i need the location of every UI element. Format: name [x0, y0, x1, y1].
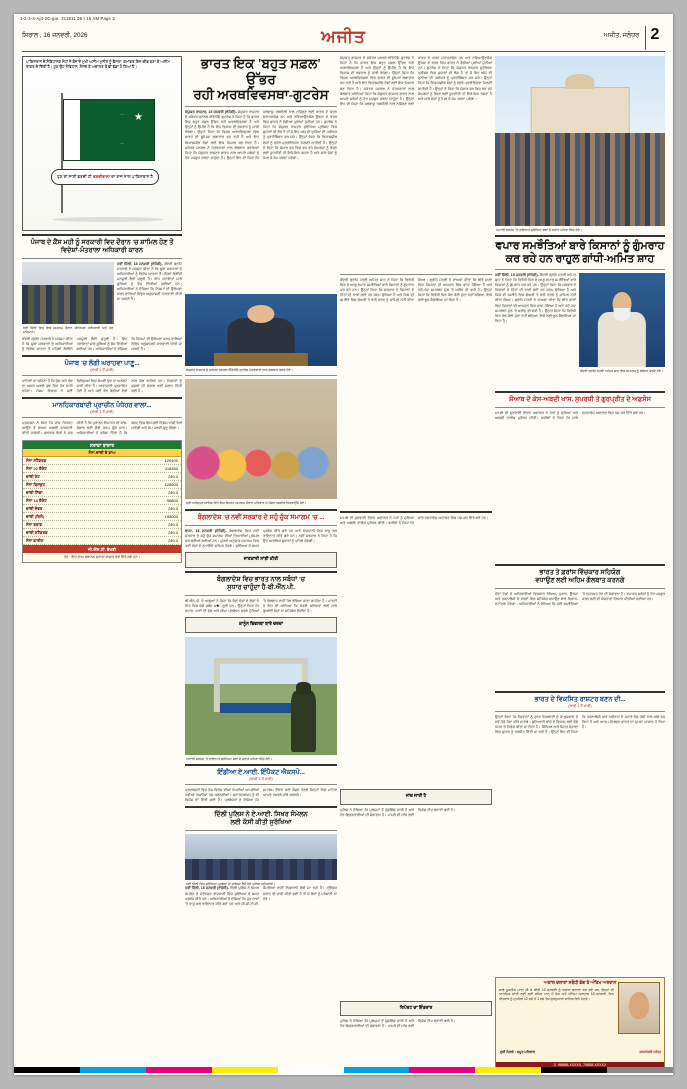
- divider: [22, 234, 182, 236]
- delhi-police-photo-caption: ਨਵੀਂ ਦਿੱਲੀ ਵਿਚ ਸੁਰੱਖਿਆ ਪ੍ਰਬੰਧਾਂ ਦਾ ਜਾਇਜ਼ਾ ਲੈਂਦੇ ਹੋਏ ਪੁਲਿਸ ਅਧਿਕਾਰੀ।: [186, 881, 276, 886]
- wedding-photo-caption: ਸ੍ਰੀ ਅਨੰਦਪੁਰ ਸਾਹਿਬ ਵਿਖੇ ਇਕ ਵਿਆਹ ਸਮਾਗਮ ਦੌਰਾਨ ਪਰਿਵਾਰ ਦੇ ਮੈਂਬਰ ਤਸਵੀਰ ਖਿਚਵਾਉਂਦੇ ਹੋਏ।: [186, 501, 307, 506]
- rate-row: ਚਾਂਦੀ (ਕਿਲੋ) 198000: [23, 513, 181, 521]
- divider: [495, 269, 665, 270]
- divider: [185, 106, 337, 107]
- rate-row: ਚਾਂਦੀ ਸਟੈਂਡਰਡ 249.0: [23, 529, 181, 537]
- divider: [22, 355, 182, 357]
- punjab-story-body-cont: ਕੇਂਦਰੀ ਗ੍ਰਹਿ ਮੰਤਰਾਲੇ ਨੇ ਸਪੱਸ਼ਟ ਕੀਤਾ ਹੈ ਕਿ ਸੂਬਾ ਸਰਕਾਰਾਂ ਦੇ ਅਧਿਕਾਰੀਆਂ ਨੂੰ ਵਿਦੇਸ਼ ਯਾਤਰਾ ਤੋਂ ਪਹਿਲਾਂ ਲੋੜੀਂਦੀ ਮਨਜ਼ੂਰੀ ਲੈਣੀ ਜ਼ਰੂਰੀ ਹੈ। ਇਹ ਹਦਾਇਤਾਂ ਸਾਰੇ ਸੂਬਿਆਂ ਨੂੰ ਭੇਜ ਦਿੱਤੀਆਂ ਗਈਆਂ ਹਨ। ਅਧਿਕਾਰੀਆਂ ਨੇ ਦੱਸਿਆ ਕਿ ਨਿਯਮਾਂ ਦੀ ਉਲੰਘਣਾ ਕਰਨ ਵਾਲਿਆਂ ਵਿਰੁੱਧ ਅਨੁਸ਼ਾਸਨੀ ਕਾਰਵਾਈ ਕੀਤੀ ਜਾ ਸਕਦੀ ਹੈ।: [22, 336, 182, 351]
- kisan-body: ਨਵੀਂ ਦਿੱਲੀ, 15 ਜਨਵਰੀ (ਏਜੰਸੀ)- ਕੇਂਦਰੀ ਗ੍ਰਹਿ ਮੰਤਰੀ ਅਮਿਤ ਸ਼ਾਹ ਨੇ ਕਿਹਾ ਕਿ ਵਿਰੋਧੀ ਧਿਰ ਦੇ ਆਗੂ ਵਪਾਰ ਸਮਝੌਤਿਆਂ ਬਾਰੇ ਕਿਸਾਨਾਂ ਨੂੰ ਗੁੰਮਰਾਹ ਕਰ ਰਹੇ ਹਨ। ਉਨ੍ਹਾਂ ਕਿਹਾ ਕਿ ਸਰਕਾਰ ਨੇ ਕਿਸਾਨਾਂ ਦੇ ਹਿੱਤਾਂ ਦੀ ਰਾਖੀ ਲਈ ਹਰ ਕਦਮ ਚੁੱਕਿਆ ਹੈ ਅਤੇ ਕਿਸੇ ਵੀ ਸਮਝੌਤੇ ਵਿਚ ਡੇਅਰੀ ਤੇ ਖੇਤੀ ਖੇਤਰ ਨੂੰ ਸ਼ਾਮਿਲ ਨਹੀਂ ਕੀਤਾ ਗਿਆ। ਗ੍ਰਹਿ ਮੰਤਰੀ ਨੇ ਦਾਅਵਾ ਕੀਤਾ ਕਿ ਬੀਤੇ ਸਾਲਾਂ ਵਿਚ ਕਿਸਾਨਾਂ ਦੀ ਆਮਦਨ ਵਿਚ ਵਾਧਾ ਹੋਇਆ ਹੈ ਅਤੇ ਘੱਟੋ-ਘੱਟ ਸਮਰਥਨ ਮੁੱਲ 'ਤੇ ਖ਼ਰੀਦ ਵੀ ਵਧੀ ਹੈ। ਉਨ੍ਹਾਂ ਕਿਹਾ ਕਿ ਵਿਰੋਧੀ ਧਿਰ ਕੋਲ ਕੋਈ ਮੁੱਦਾ ਨਹੀਂ ਬਚਿਆ, ਇਸੇ ਲਈ ਝੂਠ ਫੈਲਾਇਆ ਜਾ ਰਿਹਾ ਹੈ।: [495, 272, 576, 323]
- lead-headline-line1: ਭਾਰਤ ਇਕ 'ਬਹੁਤ ਸਫ਼ਲ' ਉੱਭਰ: [200, 56, 322, 87]
- masthead-edition: ਅਜੀਤ, ਜਲੰਧਰ: [603, 32, 639, 39]
- pakistan-flag-icon: ★: [63, 99, 155, 161]
- shoaib-box-1: [340, 789, 492, 805]
- rate-row: ਸੋਨਾ 18 ਕੈਰੇਟ 96800: [23, 497, 181, 505]
- obituary-ad-body: ਸਾਡੇ ਪੂਜਨੀਕ ਮਾਤਾ ਜੀ ਜੋ ਬੀਤੀ 10 ਜਨਵਰੀ ਨੂੰ ਅਕਾਲ ਚਲਾਣਾ ਕਰ ਗਏ ਸਨ, ਉਨ੍ਹਾਂ ਦੀ ਆਤਮਿਕ ਸ਼ਾਂਤੀ ਲਈ ਸ੍ਰੀ ਸਹਿਜ ਪਾਠ ਦੇ ਭੋਗ ਅਤੇ ਅੰਤਿਮ ਅਰਦਾਸ 18 ਜਨਵਰੀ, ਦਿਨ ਐਤਵਾਰ ਨੂੰ ਦੁਪਹਿਰ 12 ਵਜੇ ਤੋਂ 1 ਵਜੇ ਤੱਕ ਗੁਰਦੁਆਰਾ ਸਾਹਿਬ ਵਿਖੇ ਹੋਣਗੇ।: [499, 987, 614, 1002]
- divider: [22, 258, 182, 259]
- shoaib-body: ਮਾਮਲੇ ਦੀ ਸੁਣਵਾਈ ਦੌਰਾਨ ਅਦਾਲਤ ਨੇ ਪੱਖਾਂ ਨੂੰ ਸੁਣਿਆ ਅਤੇ ਅਗਲੀ ਤਾਰੀਖ਼ ਮੁਕੱਰਰ ਕੀਤੀ। ਵਕੀਲਾਂ ਨੇ ਕਿਹਾ ਕਿ ਸਾਰੇ ਦਸਤਾਵੇਜ਼ ਅਦਾਲਤ ਵਿਚ ਪੇਸ਼ ਕਰ ਦਿੱਤੇ ਗਏ ਹਨ।: [340, 516, 489, 526]
- delhi-police-headline-1: ਦਿੱਲੀ ਪੁਲਿਸ ਨੇ ਏ.ਆਈ. ਸਿਖਰ ਸੰਮੇਲਨ: [214, 811, 308, 819]
- editorial-cartoon: [22, 56, 182, 231]
- divider: [495, 711, 665, 712]
- rate-box-footer: ਜੀ.ਐੱਸ.ਟੀ. ਵੱਖਰੀ: [23, 545, 181, 553]
- ai-expo-headline: ਇੰਡੀਆ ਏ.ਆਈ. ਇੰਪੈਕਟ ਐਕਸਪੋ...: [217, 768, 305, 776]
- info-box-2: [185, 617, 337, 633]
- column-4: [495, 56, 665, 1069]
- france-body: ਦੋਵਾਂ ਦੇਸ਼ਾਂ ਦੇ ਅਧਿਕਾਰੀਆਂ ਵਿਚਕਾਰ ਰੱਖਿਆ, ਪੁਲਾੜ, ਊਰਜਾ ਅਤੇ ਤਕਨਾਲੋਜੀ ਦੇ ਖੇਤਰਾਂ ਵਿਚ ਸਹਿਯੋਗ ਵਧਾਉਣ ਬਾਰੇ ਵਿਚਾਰ-ਵਟਾਂਦਰਾ ਹੋਵੇਗਾ। ਅਧਿਕਾਰੀਆਂ ਨੇ ਦੱਸਿਆ ਕਿ ਕਈ ਸਮਝੌਤਿਆਂ 'ਤੇ ਦਸਤਖ਼ਤ ਹੋਣ ਦੀ ਸੰਭਾਵਨਾ ਹੈ। ਵਪਾਰਕ ਸਬੰਧਾਂ ਨੂੰ ਹੋਰ ਮਜ਼ਬੂਤ ਕਰਨ ਲਈ ਵੀ ਯੋਜਨਾਵਾਂ ਤਿਆਰ ਕੀਤੀਆਂ ਗਈਆਂ ਹਨ।: [495, 591, 665, 606]
- divider: [22, 417, 182, 418]
- heritage-jump-body: ਪ੍ਰਸ਼ਾਸਨ ਨੇ ਕਿਹਾ ਕਿ ਜਾਂਚ ਰਿਪੋਰਟ ਆਉਣ ਤੋਂ ਬਾਅਦ ਅਗਲੀ ਕਾਰਵਾਈ ਕੀਤੀ ਜਾਵੇਗੀ। ਸਥਾਨਕ ਲੋਕਾਂ ਨੇ ਮੰਗ ਕੀਤੀ ਹੈ ਕਿ ਪੁਰਾਤਨ ਇਮਾਰਤ ਦੀ ਸਾਂਭ-ਸੰਭਾਲ ਲਈ ਫ਼ੌਰੀ ਕਦਮ ਚੁੱਕੇ ਜਾਣ। ਅਧਿਕਾਰੀਆਂ ਨੇ ਭਰੋਸਾ ਦਿੱਤਾ ਹੈ ਕਿ ਬਜਟ ਵਿਚ ਇਸ ਲਈ ਵਿਸ਼ੇਸ਼ ਰਾਸ਼ੀ ਰੱਖੀ ਜਾਵੇਗੀ ਅਤੇ ਕੰਮ ਜਲਦੀ ਸ਼ੁਰੂ ਹੋਵੇਗਾ।: [22, 421, 182, 436]
- kisan-headline-2: ਕਰ ਰਹੇ ਹਨ ਰਾਹੁਲ ਗਾਂਧੀ-ਅਮਿਤ ਸ਼ਾਹ: [505, 253, 655, 266]
- rate-box-title: ਸਰਾਫ਼ਾ ਬਾਜ਼ਾਰ: [23, 441, 181, 449]
- shoaib-box-1-label: ਜਾਂਚ ਜਾਰੀ ਹੈ: [405, 793, 427, 798]
- vikas-headline: ਭਾਰਤ ਦੇ ਵਿਕਸਿਤ ਰਾਸ਼ਟਰ ਬਣਨ ਦੀ...: [534, 695, 626, 703]
- temple-crowd-photo: [495, 56, 665, 226]
- rate-row: ਸੋਨਾ ਫ਼ਾਈਨ 249.0: [23, 537, 181, 545]
- bnp-body: ਬੀ.ਐੱਨ.ਪੀ. ਦੇ ਆਗੂਆਂ ਨੇ ਕਿਹਾ ਕਿ ਦੋਵਾਂ ਦੇਸ਼ਾਂ ਦੇ ਲੋਕਾਂ ਦੇ ਹਿੱਤ ਵਿਚ ਚੰਗੇ ਸਬੰਧ ਜ�਼ਰੂਰੀ ਹਨ। ਉਨ੍ਹਾਂ ਕਿਹਾ ਕਿ ਵਪਾਰ, ਪਾਣੀ ਦੀ ਵੰਡ ਅਤੇ ਸੀਮਾ ਪ੍ਰਬੰਧਨ ਵਰਗੇ ਮੁੱਦਿਆਂ 'ਤੇ ਗੱਲਬਾਤ ਰਾਹੀਂ ਹੱਲ ਲੱਭਿਆ ਜਾਣਾ ਚਾਹੀਦਾ ਹੈ। ਪਾਰਟੀ ਨੇ ਇਹ ਵੀ ਆਖਿਆ ਕਿ ਖੇਤਰੀ ਸਥਿਰਤਾ ਲਈ ਸਾਰੇ ਗੁਆਂਢੀ ਦੇਸ਼ਾਂ ਦਾ ਸਹਿਯੋਗ ਲੋੜੀਂਦਾ ਹੈ।: [185, 598, 337, 613]
- punjab-story-headline: ਪੰਜਾਬ ਦੇ ਕੈਂਸ ਮਹੀ ਨੂੰ ਸਰਕਾਰੀ ਵਿਦ ਦੌਰਾਨ 'ਚ ਸ਼ਾਮਿਲ ਹੋਣ ਤੋਂ ਵਿਦੇਸ਼ਾਂ-ਮੰਤਰਾਲਾ ਅਧਿਕਾਰੀ ਕਾਰਨ: [30, 239, 174, 254]
- kisan-body-left: ਕੇਂਦਰੀ ਗ੍ਰਹਿ ਮੰਤਰੀ ਅਮਿਤ ਸ਼ਾਹ ਨੇ ਕਿਹਾ ਕਿ ਵਿਰੋਧੀ ਧਿਰ ਦੇ ਆਗੂ ਵਪਾਰ ਸਮਝੌਤਿਆਂ ਬਾਰੇ ਕਿਸਾਨਾਂ ਨੂੰ ਗੁੰਮਰਾਹ ਕਰ ਰਹੇ ਹਨ। ਉਨ੍ਹਾਂ ਕਿਹਾ ਕਿ ਸਰਕਾਰ ਨੇ ਕਿਸਾਨਾਂ ਦੇ ਹਿੱਤਾਂ ਦੀ ਰਾਖੀ ਲਈ ਹਰ ਕਦਮ ਚੁੱਕਿਆ ਹੈ ਅਤੇ ਕਿਸੇ ਵੀ ਸਮਝੌਤੇ ਵਿਚ ਡੇਅਰੀ ਤੇ ਖੇਤੀ ਖੇਤਰ ਨੂੰ ਸ਼ਾਮਿਲ ਨਹੀਂ ਕੀਤਾ ਗਿਆ। ਗ੍ਰਹਿ ਮੰਤਰੀ ਨੇ ਦਾਅਵਾ ਕੀਤਾ ਕਿ ਬੀਤੇ ਸਾਲਾਂ ਵਿਚ ਕਿਸਾਨਾਂ ਦੀ ਆਮਦਨ ਵਿਚ ਵਾਧਾ ਹੋਇਆ ਹੈ ਅਤੇ ਘੱਟੋ-ਘੱਟ ਸਮਰਥਨ ਮੁੱਲ 'ਤੇ ਖ਼ਰੀਦ ਵੀ ਵਧੀ ਹੈ। ਉਨ੍ਹਾਂ ਕਿਹਾ ਕਿ ਵਿਰੋਧੀ ਧਿਰ ਕੋਲ ਕੋਈ ਮੁੱਦਾ ਨਹੀਂ ਬਚਿਆ, ਇਸੇ ਲਈ ਝੂਠ ਫੈਲਾਇਆ ਜਾ ਰਿਹਾ ਹੈ।: [340, 278, 492, 303]
- bangladesh-headline: ਬੰਗਲਾਦੇਸ਼ 'ਚ ਨਵੀਂ ਸਰਕਾਰ ਦੇ ਸਹੁੰ ਚੁੱਕ ਸਮਾਗਮ 'ਚ ...: [197, 513, 325, 521]
- page-number: 2: [650, 26, 660, 43]
- rate-rows: [23, 457, 181, 545]
- bubble-text-1: ਹੁਣ ਤਾਂ ਸਾਰੀ ਵਰਦੀ ਹੀ: [57, 174, 92, 179]
- obituary-family: ਦੁਖੀ ਹਿਰਦੇ : ਸਮੂਹ ਪਰਿਵਾਰ: [500, 1049, 535, 1054]
- rate-row: ਸੋਨਾ ਬਿਸਕੁਟ 128900: [23, 481, 181, 489]
- punjab-jump-body: ਮਾਹਿਰਾਂ ਦਾ ਕਹਿਣਾ ਹੈ ਕਿ ਧੁੰਦ ਅਤੇ ਠੰਢ ਦਾ ਅਸਰ ਅਗਲੇ ਕੁਝ ਦਿਨ ਹੋਰ ਜਾਰੀ ਰਹੇਗਾ। ਮੌਸਮ ਵਿਭਾਗ ਨੇ ਕਈ ਜ਼ਿਲ੍ਹਿਆਂ ਵਿਚ ਸੰਘਣੀ ਧੁੰਦ ਦਾ ਅਲਰਟ ਜਾਰੀ ਕੀਤਾ ਹੈ। ਆਵਾਜਾਈ ਪ੍ਰਭਾਵਿਤ ਹੋਈ ਹੈ ਅਤੇ ਕਈ ਰੇਲ ਗੱਡੀਆਂ ਦੇਰੀ ਨਾਲ ਚੱਲ ਰਹੀਆਂ ਹਨ। ਕਿਸਾਨਾਂ ਨੂੰ ਫ਼ਸਲਾਂ ਦੀ ਸੰਭਾਲ ਲਈ ਸਲਾਹ ਦਿੱਤੀ ਗਈ ਹੈ।: [22, 378, 182, 394]
- obituary-ribbon: ਸ਼ਰਧਾਂਜਲੀ ਸਹਿਤ: [639, 1049, 661, 1054]
- divider: [340, 274, 492, 275]
- divider: [185, 784, 337, 785]
- ai-expo-body: ਪ੍ਰਦਰਸ਼ਨੀ ਵਿਚ ਦੇਸ਼-ਵਿਦੇਸ਼ ਦੀਆਂ ਕੰਪਨੀਆਂ ਆਪਣੀਆਂ ਨਵੀਆਂ ਤਕਨੀਕਾਂ ਪੇਸ਼ ਕਰਨਗੀਆਂ। ਸਟਾਰਟਅੱਪਸ ਨੂੰ ਵੀ ਵਿਸ਼ੇਸ਼ ਥਾਂ ਦਿੱਤੀ ਗਈ ਹੈ। ਪ੍ਰਬੰਧਕਾਂ ਨੇ ਦੱਸਿਆ ਕਿ ਸਮਾਗਮ ਦੌਰਾਨ ਕਈ ਸੈਸ਼ਨ ਹੋਣਗੇ ਜਿਨ੍ਹਾਂ ਵਿਚ ਮਾਹਿਰ ਆਪਣੇ ਤਜਰਬੇ ਸਾਂਝੇ ਕਰਨਗੇ।: [185, 787, 337, 803]
- delhi-police-photo: [185, 834, 337, 880]
- divider: [495, 235, 665, 237]
- column-2: [185, 56, 337, 907]
- heritage-jump-headline: ਮਾਨਹਿਕਾਰਬਾਦੀ ਪ੍ਰਾਚੀਨ ਪੰਧੇਹਰ ਵਾਲਾ...: [52, 402, 152, 410]
- delhi-police-headline-2: ਲਈ ਕੱਸੀ ਕੀਤੀ ਸੁਰੱਖਿਆ: [230, 819, 292, 827]
- info-box-1: [185, 552, 337, 568]
- divider: [495, 391, 665, 393]
- bangladesh-body: ਢਾਕਾ, 15 ਜਨਵਰੀ (ਏਜੰਸੀ)- ਬੰਗਲਾਦੇਸ਼ ਵਿਚ ਨਵੀਂ ਸਰਕਾਰ ਦੇ ਸਹੁੰ ਚੁੱਕ ਸਮਾਗਮ ਦੀਆਂ ਤਿਆਰੀਆਂ ਮੁਕੰਮਲ ਕਰ ਲਈਆਂ ਗਈਆਂ ਹਨ। ਸੂਤਰਾਂ ਅਨੁਸਾਰ ਸਮਾਗਮ ਵਿਚ ਕਈ ਦੇਸ਼ਾਂ ਦੇ ਨੁਮਾਇੰਦੇ ਸ਼ਾਮਿਲ ਹੋਣਗੇ। ਸੁਰੱਖਿਆ ਦੇ ਸਖ਼ਤ ਪ੍ਰਬੰਧ ਕੀਤੇ ਗਏ ਹਨ ਅਤੇ ਰਾਜਧਾਨੀ ਵਿਚ ਵਾਧੂ ਬਲ ਤਾਇਨਾਤ ਕੀਤੇ ਗਏ ਹਨ। ਨਵੀਂ ਸਰਕਾਰ ਨੇ ਕਿਹਾ ਹੈ ਕਿ ਉਹ ਆਰਥਿਕ ਸੁਧਾਰਾਂ ਨੂੰ ਪਹਿਲ ਦੇਵੇਗੀ।: [185, 528, 337, 549]
- column-1: [22, 56, 182, 563]
- lead-story-body: ਸੰਯੁਕਤ ਰਾਸ਼ਟਰ, 15 ਜਨਵਰੀ (ਏਜੰਸੀ)- ਸੰਯੁਕਤ ਰਾਸ਼ਟਰ ਦੇ ਸਕੱਤਰ ਜਨਰਲ ਐਂਤੋਨੀਓ ਗੁਟਰੇਸ ਨੇ ਕਿਹਾ ਹੈ ਕਿ ਭਾਰਤ ਇਕ ਬਹੁਤ ਸਫ਼ਲ ਉੱਭਰ ਰਹੀ ਅਰਥਵਿਵਸਥਾ ਹੈ ਅਤੇ ਉਨ੍ਹਾਂ ਨੂੰ ਉਮੀਦ ਹੈ ਕਿ ਇਹ ਵਿਕਾਸ ਦੀ ਰਫ਼ਤਾਰ ਨੂੰ ਜਾਰੀ ਰੱਖੇਗਾ। ਉਨ੍ਹਾਂ ਕਿਹਾ ਕਿ ਵਿਸ਼ਵ ਅਰਥਵਿਵਸਥਾ ਵਿਚ ਭਾਰਤ ਦੀ ਭੂਮਿਕਾ ਲਗਾਤਾਰ ਵਧ ਰਹੀ ਹੈ ਅਤੇ ਇਹ ਵਿਕਾਸਸ਼ੀਲ ਦੇਸ਼ਾਂ ਲਈ ਇਕ ਮਿਸਾਲ ਬਣ ਰਿਹਾ ਹੈ। ਸਕੱਤਰ ਜਨਰਲ ਨੇ ਪੱਤਰਕਾਰਾਂ ਨਾਲ ਗੱਲਬਾਤ ਕਰਦਿਆਂ ਕਿਹਾ ਕਿ ਸੰਯੁਕਤ ਰਾਸ਼ਟਰ ਭਾਰਤ ਨਾਲ ਆਪਣੇ ਸਬੰਧਾਂ ਨੂੰ ਹੋਰ ਮਜ਼ਬੂਤ ਕਰਨਾ ਚਾਹੁੰਦਾ ਹੈ। ਉਨ੍ਹਾਂ ਇਹ ਵੀ ਕਿਹਾ ਕਿ ਜਲਵਾਯੂ ਤਬਦੀਲੀ ਨਾਲ ਨਜਿੱਠਣ ਲਈ ਭਾਰਤ ਦੇ ਯਤਨ ਸਰਾਹਣਯੋਗ ਹਨ ਅਤੇ ਨਵਿਆਉਣਯੋਗ ਊਰਜਾ ਦੇ ਖੇਤਰ ਵਿਚ ਭਾਰਤ ਨੇ ਵੱਡੀਆਂ ਪੁਲਾਂਘਾਂ ਪੁੱਟੀਆਂ ਹਨ। ਗੁਟਰੇਸ ਨੇ ਕਿਹਾ ਕਿ ਸੰਯੁਕਤ ਰਾਸ਼ਟਰ ਸੁਰੱਖਿਆ ਪ੍ਰੀਸ਼ਦ ਵਿਚ ਸੁਧਾਰਾਂ ਦੀ ਲੋੜ ਹੈ ਤਾਂ ਜੋ ਇਹ ਅੱਜ ਦੀ ਦੁਨੀਆ ਦੀ ਹਕੀਕਤ ਨੂੰ ਪ੍ਰਤੀਬਿੰਬਤ ਕਰ ਸਕੇ। ਉਨ੍ਹਾਂ ਕਿਹਾ ਕਿ ਵਿਕਾਸਸ਼ੀਲ ਦੇਸ਼ਾਂ ਨੂੰ ਵਧੇਰੇ ਪ੍ਰਤੀਨਿਧਤਾ ਮਿਲਣੀ ਚਾਹੀਦੀ ਹੈ। ਉਨ੍ਹਾਂ ਨੇ ਕਿਹਾ ਕਿ ਸੰਸਾਰ ਭਰ ਵਿਚ ਵਧ ਰਹੇ ਸੰਘਰਸ਼ਾਂ ਨੂੰ ਰੋਕਣ ਲਈ ਕੂਟਨੀਤੀ ਹੀ ਇਕੋ-ਇਕ ਰਸਤਾ ਹੈ ਅਤੇ ਸਾਰੇ ਦੇਸ਼ਾਂ ਨੂੰ ਮਿਲ ਕੇ ਕੰਮ ਕਰਨਾ ਪਵੇਗਾ।: [185, 109, 337, 160]
- bubble-text-2: ਦਾ ਰਾਜ ਨਾਲ ਪਾਕਿਸਤਾਨ ਹੈ: [111, 174, 153, 179]
- border-gate-photo: [185, 637, 337, 755]
- masthead: [22, 26, 665, 52]
- rate-box-subtitle: ਸੋਨਾ-ਚਾਂਦੀ ਦੇ ਭਾਅ: [23, 449, 181, 457]
- divider: [185, 509, 337, 511]
- info-box-1-label: ਜਾਣਕਾਰੀ ਸਾਂਝੀ ਕੀਤੀ: [243, 556, 279, 562]
- cartoon-shadow: [53, 217, 163, 222]
- guterres-photo: [185, 294, 337, 366]
- amit-shah-photo-caption: ਕੇਂਦਰੀ ਗ੍ਰਹਿ ਮੰਤਰੀ ਅਮਿਤ ਸ਼ਾਹ ਇਕ ਸਮਾਗਮ ਨੂੰ ਸੰਬੋਧਨ ਕਰਦੇ ਹੋਏ।: [580, 368, 664, 373]
- kisan-headline-1: ਵਪਾਰ ਸਮਝੌਤਿਆਂ ਬਾਰੇ ਕਿਸਾਨਾਂ ਨੂੰ ਗੁੰਮਰਾਹ: [495, 240, 665, 253]
- divider: [185, 595, 337, 596]
- shoaib-body-col4: ਮਾਮਲੇ ਦੀ ਸੁਣਵਾਈ ਦੌਰਾਨ ਅਦਾਲਤ ਨੇ ਪੱਖਾਂ ਨੂੰ ਸੁਣਿਆ ਅਤੇ ਅਗਲੀ ਤਾਰੀਖ਼ ਮੁਕੱਰਰ ਕੀਤੀ। ਵਕੀਲਾਂ ਨੇ ਕਿਹਾ ਕਿ ਸਾਰੇ ਦਸਤਾਵੇਜ਼ ਅਦਾਲਤ ਵਿਚ ਪੇਸ਼ ਕਰ ਦਿੱਤੇ ਗਏ ਹਨ।: [495, 410, 646, 420]
- info-box-2-label: ਕਾਨੂੰਨ ਵਿਵਸਥਾ ਬਾਰੇ ਚਰਚਾ: [239, 620, 283, 626]
- rate-row: ਸੋਨਾ ਸਟੈਂਡਰਡ 129100: [23, 457, 181, 465]
- rate-row: ਸੋਨਾ 22 ਕੈਰੇਟ 118350: [23, 465, 181, 473]
- newspaper-page: [14, 14, 673, 1075]
- divider: [495, 564, 665, 566]
- shoaib-headline: ਸ਼ੋਆਬ ਦੇ ਕੇਸ-ਅਬਦੀ ਖਾਸ, ਸੁਪਰਧੀ ਤੇ ਗੁਰਪ੍ਰੀਤ ਦੇ ਅਫ਼ਸੋਸ: [508, 395, 651, 403]
- rate-row: ਚਾਂਦੀ ਸਿੱਕਾ 249.0: [23, 489, 181, 497]
- punjab-jump-headline: ਪੰਜਾਬ 'ਚ ਲੱਗੀ ਘਰਾਹਵਾ ਪਾਣੂ...: [64, 359, 140, 367]
- page-content: [22, 26, 665, 1067]
- gold-silver-rate-box: [22, 440, 182, 563]
- punjab-jump-continued: (ਬਾਕੀ 1 ਤੋਂ ਜਾਰੀ): [90, 367, 114, 372]
- france-headline-1: ਭਾਰਤ ਤੇ ਫ਼ਰਾਂਸ ਵਿੱਚਕਾਰ ਸਹਿਯੋਗ: [539, 568, 621, 576]
- amit-shah-photo: [579, 273, 665, 367]
- delhi-event-photo: [22, 262, 114, 324]
- vikas-body: ਉਨ੍ਹਾਂ ਕਿਹਾ ਕਿ ਨੌਜਵਾਨਾਂ ਨੂੰ ਹੁਨਰ ਸਿਖਲਾਈ ਦੇ ਕੇ ਰੁਜ਼ਗਾਰ ਦੇ ਨਵੇਂ ਮੌਕੇ ਪੈਦਾ ਕੀਤੇ ਜਾਣਗੇ। ਬੁਨਿਆਦੀ ਢਾਂਚੇ ਦੇ ਵਿਕਾਸ ਲਈ ਵੱਡੇ ਪੱਧਰ 'ਤੇ ਨਿਵੇਸ਼ ਕੀਤਾ ਜਾ ਰਿਹਾ ਹੈ। ਸਿੱਖਿਆ ਅਤੇ ਸਿਹਤ ਸੇਵਾਵਾਂ ਵਿਚ ਸੁਧਾਰ ਨੂੰ ਤਰਜੀਹ ਦਿੱਤੀ ਜਾ ਰਹੀ ਹੈ। ਉਨ੍ਹਾਂ ਇਹ ਵੀ ਕਿਹਾ ਕਿ ਤਕਨਾਲੋਜੀ ਅਤੇ ਨਵੀਨਤਾ ਦੇ ਸਹਾਰੇ ਦੇਸ਼ ਤੇਜ਼ੀ ਨਾਲ ਅੱਗੇ ਵਧ ਰਿਹਾ ਹੈ ਅਤੇ ਆਤਮ-ਨਿਰਭਰ ਭਾਰਤ ਦਾ ਸੁਪਨਾ ਸਾਕਾਰ ਹੋ ਰਿਹਾ ਹੈ।: [495, 714, 665, 734]
- divider: [185, 525, 337, 526]
- divider: [185, 830, 337, 831]
- newspaper-logo: ਅਜੀਤ: [321, 27, 366, 46]
- divider: [22, 397, 182, 399]
- heritage-jump-continued: (ਬਾਕੀ 1 ਤੋਂ ਜਾਰੀ): [90, 410, 114, 415]
- shoaib-box-2: [340, 1001, 492, 1017]
- wedding-photo: [185, 379, 337, 499]
- print-metadata-bar: 1-2-3-4-Ajit-2C-gur. 311611 05 t 15 AM Page 2: [14, 14, 673, 23]
- delhi-police-body: ਨਵੀਂ ਦਿੱਲੀ, 15 ਜਨਵਰੀ (ਏਜੰਸੀ)- ਦਿੱਲੀ ਪੁਲਿਸ ਨੇ ਸਿਖਰ ਸੰਮੇਲਨ ਦੇ ਮੱਦੇਨਜ਼ਰ ਰਾਜਧਾਨੀ ਵਿਚ ਸੁਰੱਖਿਆ ਦੇ ਸਖ਼ਤ ਪ੍ਰਬੰਧ ਕੀਤੇ ਹਨ। ਅਧਿਕਾਰੀਆਂ ਨੇ ਦੱਸਿਆ ਕਿ ਮੁੱਖ ਥਾਵਾਂ 'ਤੇ ਵਾਧੂ ਬਲ ਤਾਇਨਾਤ ਕੀਤੇ ਗਏ ਹਨ ਅਤੇ ਸੀ.ਸੀ.ਟੀ.ਵੀ. ਕੈਮਰਿਆਂ ਰਾਹੀਂ ਨਿਗਰਾਨੀ ਰੱਖੀ ਜਾ ਰਹੀ ਹੈ। ਟ੍ਰੈਫ਼ਿਕ ਸਲਾਹ ਵੀ ਜਾਰੀ ਕੀਤੀ ਗਈ ਹੈ ਤਾਂ ਜੋ ਲੋਕਾਂ ਨੂੰ ਪਰੇਸ਼ਾਨੀ ਨਾ ਹੋਵੇ।: [185, 886, 337, 906]
- column-3: [340, 56, 492, 1075]
- masthead-date: ਸਿਰਾਲ , 16 ਜਨਵਰੀ, 2026: [22, 32, 88, 39]
- rate-row: ਸੋਨਾ ਬਰਾਂਡ 249.0: [23, 521, 181, 529]
- cartoon-caption: ਪਾਕਿਸਤਾਨ ਦੇ ਸੰਭਿਧਾਨਕ ਸੋਧਾਂ ਨੇ ਫ਼ੌਜ ਦੇ ਮੁਖੀ ਅਸੀਮ ਮੁਨੀਰ ਨੂੰ ਫ਼ੈਸਲਾ, ਕਮਾਂਡਰ-ਇਨ-ਚੀਫ਼ ਬਣਾ ਕੇ ਅਸੀਮ ਤਾਕਤ ਦੇ ਦਿੱਤੀ ਹੈ। ਹੁਣ ਉਹ ਸੰਵਿਧਾਨ, ਸੰਸਦ ਤੇ ਅਦਾਲਤ ਤੋਂ ਵੀ ਵੱਡਾ ਹੋ ਗਿਆ ਹੈ।: [26, 60, 170, 70]
- divider: [495, 588, 665, 589]
- vikas-continued: (ਬਾਕੀ 1 ਤੋਂ ਜਾਰੀ): [568, 703, 592, 708]
- bnp-headline-line2: ਸੁਧਾਰ ਚਾਹੁੰਦਾ ਹੈ-ਬੀ.ਐੱਨ.ਪੀ.: [227, 583, 295, 591]
- obituary-ad: [495, 977, 665, 1069]
- border-gate-photo-caption: ਅਟਾਰੀ ਸਰਹੱਦ 'ਤੇ ਤਾਇਨਾਤ ਸੁਰੱਖਿਆ ਬਲਾਂ ਦੇ ਜਵਾਨ ਪਹਿਰਾ ਦਿੰਦੇ ਹੋਏ।: [186, 756, 272, 761]
- divider: [495, 691, 665, 693]
- shoaib-box-2-label: ਰਿਪੋਰਟ ਦਾ ਇੰਤਜ਼ਾਰ: [399, 1004, 433, 1010]
- guj-body: ਪੁਲਿਸ ਨੇ ਦੱਸਿਆ ਕਿ ਮੁਲਜ਼ਮਾਂ ਤੋਂ ਪੁੱਛਗਿੱਛ ਜਾਰੀ ਹੈ ਅਤੇ ਹੋਰ ਗ੍ਰਿਫ਼ਤਾਰੀਆਂ ਦੀ ਸੰਭਾਵਨਾ ਹੈ। ਮਾਮਲੇ ਦੀ ਜਾਂਚ ਲਈ ਵਿਸ਼ੇਸ਼ ਟੀਮ ਬਣਾਈ ਗਈ ਹੈ।: [340, 807, 456, 817]
- divider: [495, 407, 665, 408]
- print-registration-colorbar: [14, 1067, 673, 1073]
- delhi-event-photo-caption: ਨਵੀਂ ਦਿੱਲੀ ਵਿਚ ਇਕ ਸਮਾਗਮ ਦੌਰਾਨ ਸੀਨੀਅਰ ਅਧਿਕਾਰੀ ਅਤੇ ਹੋਰ ਮਹਿਮਾਨ।: [23, 325, 113, 335]
- rate-row: ਚਾਂਦੀ ਜ਼ੇਵਰ 249.0: [23, 505, 181, 513]
- divider: [340, 511, 492, 513]
- temple-crowd-photo-caption: ਅਟਾਰੀ ਸਰਹੱਦ 'ਤੇ ਤਾਇਨਾਤ ਸੁਰੱਖਿਆ ਬਲਾਂ ਦੇ ਜਵਾਨ ਪਹਿਰਾ ਦਿੰਦੇ ਹੋਏ।: [496, 228, 582, 232]
- ai-expo-continued: (ਬਾਕੀ 1 ਤੋਂ ਜਾਰੀ): [249, 776, 273, 781]
- deceased-portrait: [618, 982, 660, 1034]
- guj-body-cont: ਪੁਲਿਸ ਨੇ ਦੱਸਿਆ ਕਿ ਮੁਲਜ਼ਮਾਂ ਤੋਂ ਪੁੱਛਗਿੱਛ ਜਾਰੀ ਹੈ ਅਤੇ ਹੋਰ ਗ੍ਰਿਫ਼ਤਾਰੀਆਂ ਦੀ ਸੰਭਾਵਨਾ ਹੈ। ਮਾਮਲੇ ਦੀ ਜਾਂਚ ਲਈ ਵਿਸ਼ੇਸ਼ ਟੀਮ ਬਣਾਈ ਗਈ ਹੈ।: [340, 1019, 456, 1029]
- bnp-headline-line1: ਬੰਗਲਾਦੇਸ਼ ਵਿਚ ਭਾਰਤ ਨਾਲ ਸਬੰਧਾਂ 'ਚ: [216, 575, 306, 583]
- obituary-ad-headline: ਅਕਾਲ ਚਲਾਣਾ ਸਬੰਧੀ ਭੋਗ ਤੇ ਅੰਤਿਮ ਅਰਦਾਸ: [543, 979, 617, 985]
- lead-headline-line2: ਰਹੀ ਅਰਥਵਿਵਸਥਾ-ਗੁਟਰੇਸ: [193, 87, 329, 103]
- lead-story-body-cont: ਸੰਯੁਕਤ ਰਾਸ਼ਟਰ ਦੇ ਸਕੱਤਰ ਜਨਰਲ ਐਂਤੋਨੀਓ ਗੁਟਰੇਸ ਨੇ ਕਿਹਾ ਹੈ ਕਿ ਭਾਰਤ ਇਕ ਬਹੁਤ ਸਫ਼ਲ ਉੱਭਰ ਰਹੀ ਅਰਥਵਿਵਸਥਾ ਹੈ ਅਤੇ ਉਨ੍ਹਾਂ ਨੂੰ ਉਮੀਦ ਹੈ ਕਿ ਇਹ ਵਿਕਾਸ ਦੀ ਰਫ਼ਤਾਰ ਨੂੰ ਜਾਰੀ ਰੱਖੇਗਾ। ਉਨ੍ਹਾਂ ਕਿਹਾ ਕਿ ਵਿਸ਼ਵ ਅਰਥਵਿਵਸਥਾ ਵਿਚ ਭਾਰਤ ਦੀ ਭੂਮਿਕਾ ਲਗਾਤਾਰ ਵਧ ਰਹੀ ਹੈ ਅਤੇ ਇਹ ਵਿਕਾਸਸ਼ੀਲ ਦੇਸ਼ਾਂ ਲਈ ਇਕ ਮਿਸਾਲ ਬਣ ਰਿਹਾ ਹੈ। ਸਕੱਤਰ ਜਨਰਲ ਨੇ ਪੱਤਰਕਾਰਾਂ ਨਾਲ ਗੱਲਬਾਤ ਕਰਦਿਆਂ ਕਿਹਾ ਕਿ ਸੰਯੁਕਤ ਰਾਸ਼ਟਰ ਭਾਰਤ ਨਾਲ ਆਪਣੇ ਸਬੰਧਾਂ ਨੂੰ ਹੋਰ ਮਜ਼ਬੂਤ ਕਰਨਾ ਚਾਹੁੰਦਾ ਹੈ। ਉਨ੍ਹਾਂ ਇਹ ਵੀ ਕਿਹਾ ਕਿ ਜਲਵਾਯੂ ਤਬਦੀਲੀ ਨਾਲ ਨਜਿੱਠਣ ਲਈ ਭਾਰਤ ਦੇ ਯਤਨ ਸਰਾਹਣਯੋਗ ਹਨ ਅਤੇ ਨਵਿਆਉਣਯੋਗ ਊਰਜਾ ਦੇ ਖੇਤਰ ਵਿਚ ਭਾਰਤ ਨੇ ਵੱਡੀਆਂ ਪੁਲਾਂਘਾਂ ਪੁੱਟੀਆਂ ਹਨ। ਗੁਟਰੇਸ ਨੇ ਕਿਹਾ ਕਿ ਸੰਯੁਕਤ ਰਾਸ਼ਟਰ ਸੁਰੱਖਿਆ ਪ੍ਰੀਸ਼ਦ ਵਿਚ ਸੁਧਾਰਾਂ ਦੀ ਲੋੜ ਹੈ ਤਾਂ ਜੋ ਇਹ ਅੱਜ ਦੀ ਦੁਨੀਆ ਦੀ ਹਕੀਕਤ ਨੂੰ ਪ੍ਰਤੀਬਿੰਬਤ ਕਰ ਸਕੇ। ਉਨ੍ਹਾਂ ਕਿਹਾ ਕਿ ਵਿਕਾਸਸ਼ੀਲ ਦੇਸ਼ਾਂ ਨੂੰ ਵਧੇਰੇ ਪ੍ਰਤੀਨਿਧਤਾ ਮਿਲਣੀ ਚਾਹੀਦੀ ਹੈ। ਉਨ੍ਹਾਂ ਨੇ ਕਿਹਾ ਕਿ ਸੰਸਾਰ ਭਰ ਵਿਚ ਵਧ ਰਹੇ ਸੰਘਰਸ਼ਾਂ ਨੂੰ ਰੋਕਣ ਲਈ ਕੂਟਨੀਤੀ ਹੀ ਇਕੋ-ਇਕ ਰਸਤਾ ਹੈ ਅਤੇ ਸਾਰੇ ਦੇਸ਼ਾਂ ਨੂੰ ਮਿਲ ਕੇ ਕੰਮ ਕਰਨਾ ਪਵੇਗਾ।: [340, 56, 492, 106]
- divider: [185, 764, 337, 766]
- divider: [185, 806, 337, 808]
- punjab-story-body: ਨਵੀਂ ਦਿੱਲੀ, 15 ਜਨਵਰੀ (ਏਜੰਸੀ)- ਕੇਂਦਰੀ ਗ੍ਰਹਿ ਮੰਤਰਾਲੇ ਨੇ ਸਪੱਸ਼ਟ ਕੀਤਾ ਹੈ ਕਿ ਸੂਬਾ ਸਰਕਾਰਾਂ ਦੇ ਅਧਿਕਾਰੀਆਂ ਨੂੰ ਵਿਦੇਸ਼ ਯਾਤਰਾ ਤੋਂ ਪਹਿਲਾਂ ਲੋੜੀਂਦੀ ਮਨਜ਼ੂਰੀ ਲੈਣੀ ਜ਼ਰੂਰੀ ਹੈ। ਇਹ ਹਦਾਇਤਾਂ ਸਾਰੇ ਸੂਬਿਆਂ ਨੂੰ ਭੇਜ ਦਿੱਤੀਆਂ ਗਈਆਂ ਹਨ। ਅਧਿਕਾਰੀਆਂ ਨੇ ਦੱਸਿਆ ਕਿ ਨਿਯਮਾਂ ਦੀ ਉਲੰਘਣਾ ਕਰਨ ਵਾਲਿਆਂ ਵਿਰੁੱਧ ਅਨੁਸ਼ਾਸਨੀ ਕਾਰਵਾਈ ਕੀਤੀ ਜਾ ਸਕਦੀ ਹੈ।: [117, 261, 182, 302]
- france-headline-2: ਵਧਾਉਣ ਲਈ ਅਹਿਮ ਗੱਲਬਾਤ ਕਰਨਗੇ: [535, 576, 625, 584]
- cartoon-speech-bubble: [51, 169, 159, 185]
- bubble-text-red: ਵਰਦੀਵਾਲਾ: [92, 174, 111, 179]
- guterres-photo-caption: ਸੰਯੁਕਤ ਰਾਸ਼ਟਰ ਦੇ ਸਕੱਤਰ ਜਨਰਲ ਐਂਤੋਨੀਓ ਗੁਟਰੇਸ ਪੱਤਰਕਾਰਾਂ ਨਾਲ ਗੱਲਬਾਤ ਕਰਦੇ ਹੋਏ।: [186, 367, 293, 372]
- obituary-phone: ਮੋ. 98888-XXXXX, 79888-XXXXX: [496, 1062, 664, 1068]
- rate-row: ਚਾਂਦੀ ਰੇਟ 249.0: [23, 473, 181, 481]
- divider: [22, 375, 182, 376]
- divider: [185, 571, 337, 573]
- divider: [185, 375, 337, 376]
- rate-box-note: ਨੋਟ : ਇਹ ਭਾਅ ਸਥਾਨਕ ਸਰਾਫ਼ਾ ਬਾਜ਼ਾਰ ਵੱਲੋਂ ਦਿੱਤੇ ਗਏ ਹਨ।: [64, 555, 140, 560]
